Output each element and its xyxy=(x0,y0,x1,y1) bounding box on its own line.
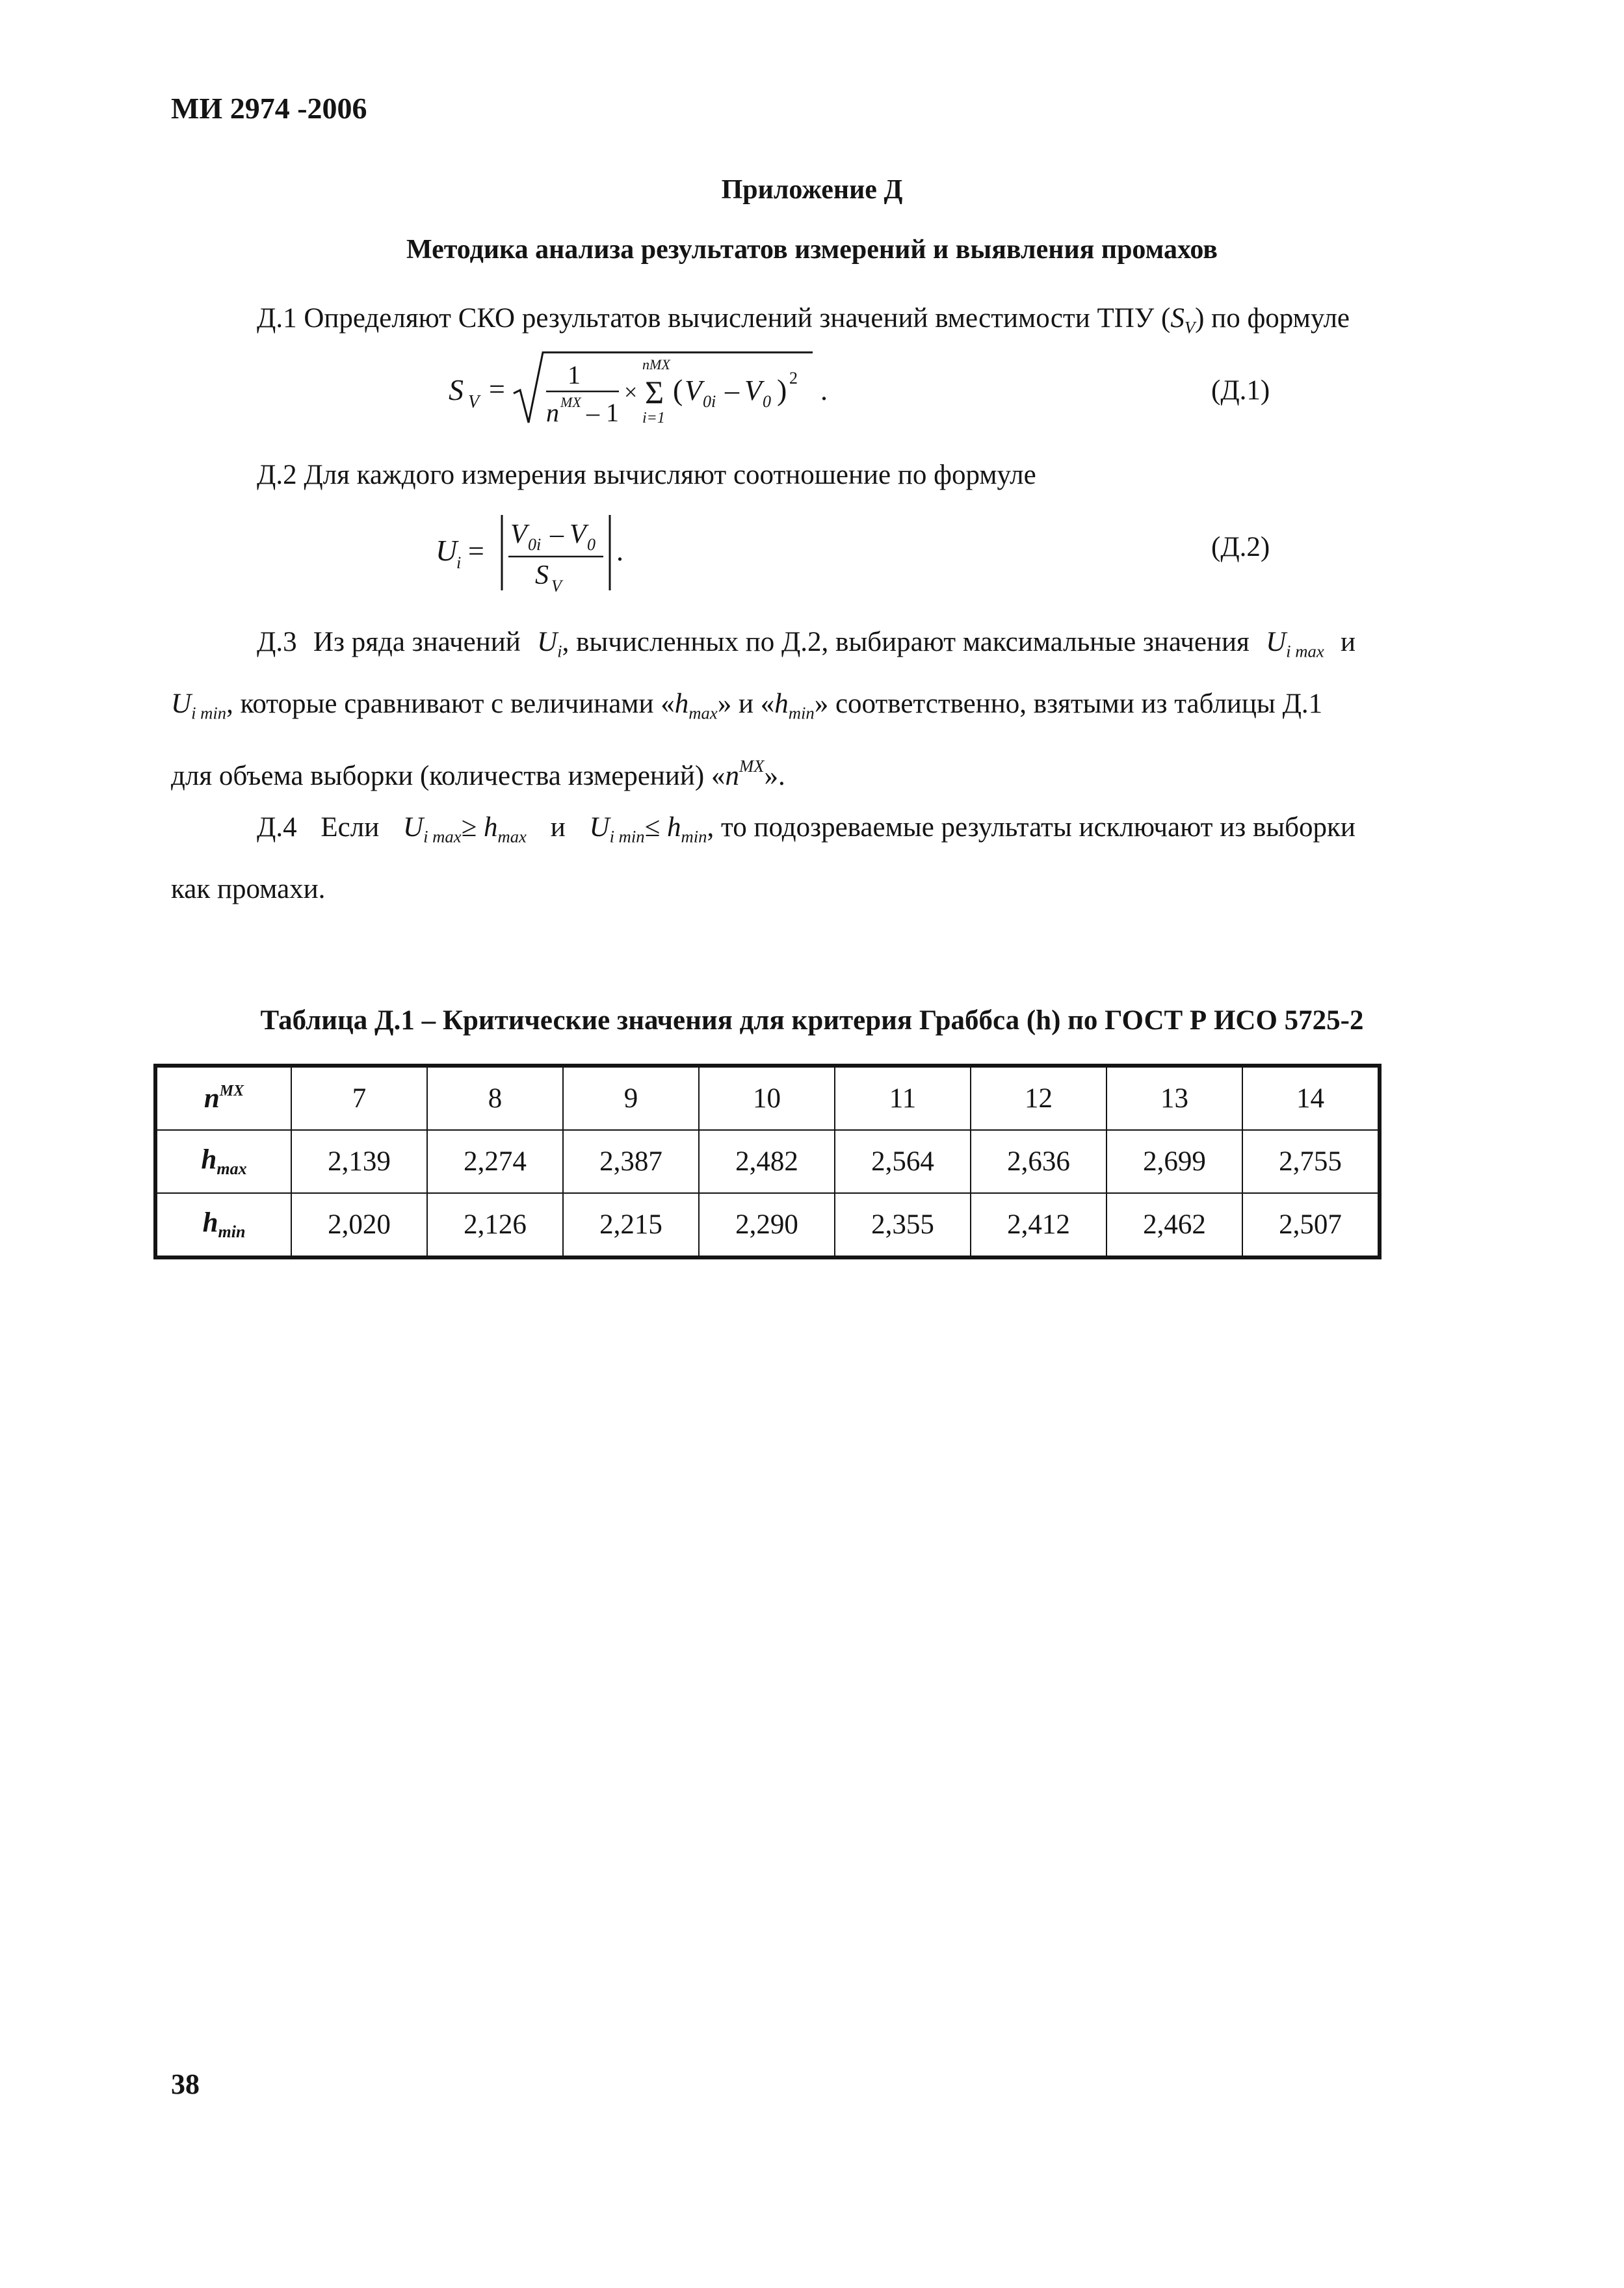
symbol-u-imax: U xyxy=(1266,627,1287,657)
open-paren: ( xyxy=(673,373,683,406)
clause-text-end: ) по формуле xyxy=(1195,303,1350,334)
formula-u: U xyxy=(436,534,458,567)
clause-label: Д.1 xyxy=(257,303,297,334)
d3-text-e: » и « xyxy=(717,689,775,719)
table-cell: 12 xyxy=(971,1066,1107,1130)
table-cell: 10 xyxy=(699,1066,835,1130)
paragraph-d3-line1 xyxy=(257,624,1356,669)
section-heading: Методика анализа результатов измерений и выявления промахов xyxy=(406,235,1218,265)
d3-text-b: , вычисленных по Д.2, выбирают максимальные значения xyxy=(562,627,1250,657)
table-cell: 2,126 xyxy=(427,1193,563,1257)
num-v0-sub: 0 xyxy=(587,535,596,554)
paragraph-d3-line3 xyxy=(171,748,785,795)
formula-u-sub: i xyxy=(456,553,462,572)
formula-eq-sign: = xyxy=(489,373,505,405)
sum-sign: Σ xyxy=(645,374,664,410)
paragraph-d4-line2: как промахи. xyxy=(171,874,326,904)
den-s-sub: V xyxy=(551,577,562,596)
table-cell: 13 xyxy=(1107,1066,1242,1130)
table-cell: 8 xyxy=(427,1066,563,1130)
formula-d2-svg xyxy=(436,507,657,598)
paragraph-d4-line1 xyxy=(257,809,1356,854)
symbol-s: S xyxy=(1170,303,1185,334)
times-sign: × xyxy=(624,379,638,405)
table-cell: 2,636 xyxy=(971,1130,1107,1193)
table-cell: 9 xyxy=(563,1066,699,1130)
d3-text-f: » соответственно, взятыми из таблицы Д.1 xyxy=(814,689,1323,719)
d4-word-and: и xyxy=(550,812,566,843)
document-code: МИ 2974 -2006 xyxy=(171,92,367,125)
num-minus: – xyxy=(550,519,564,549)
term-v0-sub: 0 xyxy=(763,392,771,411)
table-cell: 2,274 xyxy=(427,1130,563,1193)
symbol-u-imin-sub: i min xyxy=(191,703,227,723)
equation-number-d2: (Д.2) xyxy=(1211,532,1270,562)
symbol-h-min: h xyxy=(667,812,681,843)
square-exponent: 2 xyxy=(789,369,798,388)
symbol-u-sub: i xyxy=(557,641,562,661)
clause-text: Определяют СКО результатов вычислений значений вместимости ТПУ ( xyxy=(304,303,1171,334)
close-paren: ) xyxy=(777,373,787,406)
term-v0: V xyxy=(744,375,762,406)
symbol-geq: ≥ xyxy=(461,812,477,843)
symbol-n: n xyxy=(725,760,740,791)
symbol-h-max: h xyxy=(674,689,689,719)
symbol-h-min-sub: min xyxy=(788,703,815,723)
symbol-u-imin: U xyxy=(589,812,610,843)
formula-s-sub: V xyxy=(468,392,480,412)
denominator-minus-one: – 1 xyxy=(586,398,619,427)
sum-lower-limit: i=1 xyxy=(642,410,665,427)
symbol-u-imax-sub: i max xyxy=(423,826,462,847)
table-row xyxy=(155,1130,1380,1193)
denominator-n-sup: МХ xyxy=(560,394,581,410)
num-v0i: V xyxy=(510,519,527,549)
formula-period: . xyxy=(616,535,623,567)
symbol-u-imax: U xyxy=(403,812,424,843)
table-cell: 2,507 xyxy=(1242,1193,1380,1257)
d3-text-c: и xyxy=(1340,627,1356,657)
table-cell: 14 xyxy=(1242,1066,1380,1130)
symbol-n-sup: МХ xyxy=(739,756,765,776)
page-number: 38 xyxy=(171,2068,200,2100)
sum-upper-limit: nМХ xyxy=(642,356,670,373)
table-row xyxy=(155,1193,1380,1257)
denominator-n: n xyxy=(546,398,559,427)
table-row xyxy=(155,1066,1380,1130)
minus-sign: – xyxy=(725,375,739,406)
table-cell: 2,215 xyxy=(563,1193,699,1257)
equation-number-d1: (Д.1) xyxy=(1211,375,1270,406)
table-cell: 2,290 xyxy=(699,1193,835,1257)
table-cell: 2,755 xyxy=(1242,1130,1380,1193)
clause-label: Д.4 xyxy=(257,812,297,843)
symbol-u: U xyxy=(537,627,558,657)
row-header-hmin: $h_{min}$ xyxy=(155,1193,291,1257)
formula-d2 xyxy=(436,507,657,605)
symbol-h-max: h xyxy=(483,812,498,843)
table-cell: 2,462 xyxy=(1107,1193,1242,1257)
num-v0i-sub: 0i xyxy=(528,535,542,554)
table-cell: 2,139 xyxy=(291,1130,427,1193)
d3-text-a: Из ряда значений xyxy=(313,627,521,657)
table-cell: 2,387 xyxy=(563,1130,699,1193)
symbol-h-max-sub: max xyxy=(497,826,527,847)
term-v0i-sub: 0i xyxy=(703,392,716,411)
den-s: S xyxy=(535,560,549,590)
table-title: Таблица Д.1 – Критические значения для критерия Граббса (h) по ГОСТ Р ИСО 5725-2 xyxy=(260,1005,1364,1036)
table-cell: 11 xyxy=(835,1066,971,1130)
table-cell: 2,564 xyxy=(835,1130,971,1193)
d4-word-if: Если xyxy=(321,812,380,843)
d4-text-tail: , то подозреваемые результаты исключают из выборки xyxy=(707,812,1356,843)
symbol-u-imin-sub: i min xyxy=(609,826,645,847)
table-cell: 2,355 xyxy=(835,1193,971,1257)
paragraph-d2 xyxy=(257,457,1036,493)
d3-text-d: , которые сравнивают с величинами « xyxy=(226,689,675,719)
clause-text: Для каждого измерения вычисляют соотношение по формуле xyxy=(304,460,1036,490)
formula-period: . xyxy=(820,375,828,406)
formula-s: S xyxy=(449,373,464,406)
formula-d1 xyxy=(449,338,865,443)
table-cell: 2,482 xyxy=(699,1130,835,1193)
symbol-u-imin: U xyxy=(171,689,192,719)
d3-text-g: для объема выборки (количества измерений) « xyxy=(171,760,726,791)
formula-d1-svg xyxy=(449,338,865,436)
symbol-s-sub: V xyxy=(1184,317,1196,337)
fraction-numerator: 1 xyxy=(568,360,581,389)
paragraph-d3-line2 xyxy=(171,686,1322,731)
table-cell: 2,020 xyxy=(291,1193,427,1257)
symbol-u-imax-sub: i max xyxy=(1286,641,1324,661)
row-header-n: $n^{МХ}$ xyxy=(155,1066,291,1130)
term-v0i: V xyxy=(685,375,702,406)
table-cell: 2,412 xyxy=(971,1193,1107,1257)
num-v0: V xyxy=(570,519,586,549)
table-cell: 7 xyxy=(291,1066,427,1130)
appendix-title: Приложение Д xyxy=(721,175,903,205)
grubbs-critical-values-table xyxy=(153,1064,1382,1259)
symbol-leq: ≤ xyxy=(644,812,661,843)
d3-text-h: ». xyxy=(764,760,785,791)
row-header-hmax: $h_{max}$ xyxy=(155,1130,291,1193)
clause-label: Д.3 xyxy=(257,627,297,657)
symbol-h-max-sub: max xyxy=(688,703,718,723)
table-cell: 2,699 xyxy=(1107,1130,1242,1193)
symbol-h-min: h xyxy=(774,689,789,719)
symbol-h-min-sub: min xyxy=(681,826,707,847)
formula-eq-sign: = xyxy=(468,535,484,567)
clause-label: Д.2 xyxy=(257,460,297,490)
